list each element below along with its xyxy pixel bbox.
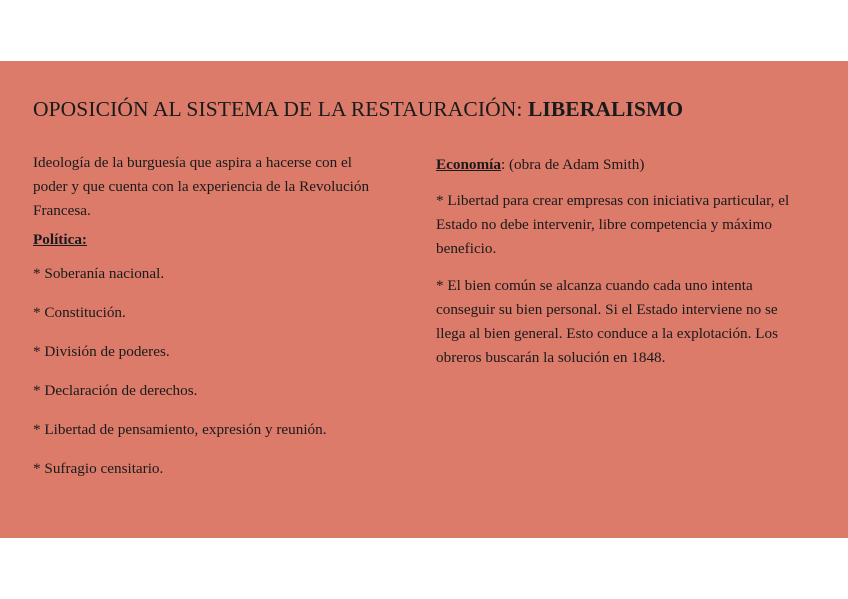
- slide-panel: [0, 61, 848, 538]
- intro-paragraph: Ideología de la burguesía que aspira a hacerse con el poder y que cuenta con la experiencia de la Revolución Francesa.: [33, 154, 370, 219]
- politica-item: * Sufragio censitario.: [33, 460, 164, 477]
- politica-item: * División de poderes.: [33, 343, 170, 360]
- title-emphasis: LIBERALISMO: [527, 97, 684, 121]
- politica-heading: Política:: [33, 231, 87, 248]
- politica-item: * Constitución.: [33, 304, 126, 321]
- economia-heading: [436, 153, 796, 177]
- economia-paragraph: * Libertad para crear empresas con iniciativa particular, el Estado no debe intervenir, libre competencia y máximo beneficio.: [436, 192, 790, 257]
- slide-title: [33, 97, 833, 122]
- economia-heading-suffix: : (obra de Adam Smith): [500, 156, 645, 173]
- right-column: [436, 153, 796, 383]
- politica-item: * Libertad de pensamiento, expresión y reunión.: [33, 421, 327, 438]
- economia-paragraph: * El bien común se alcanza cuando cada uno intenta conseguir su bien personal. Si el Estado interviene no se llega al bien general. Esto conduce a la explotación. Los obreros buscarán la solución en 1848.: [436, 277, 779, 366]
- left-column: [33, 151, 383, 496]
- politica-item: * Soberanía nacional.: [33, 265, 165, 282]
- title-prefix: OPOSICIÓN AL SISTEMA DE LA RESTAURACIÓN:: [33, 97, 528, 121]
- politica-item: * Declaración de derechos.: [33, 382, 198, 399]
- economia-heading-label: Economía: [436, 156, 501, 173]
